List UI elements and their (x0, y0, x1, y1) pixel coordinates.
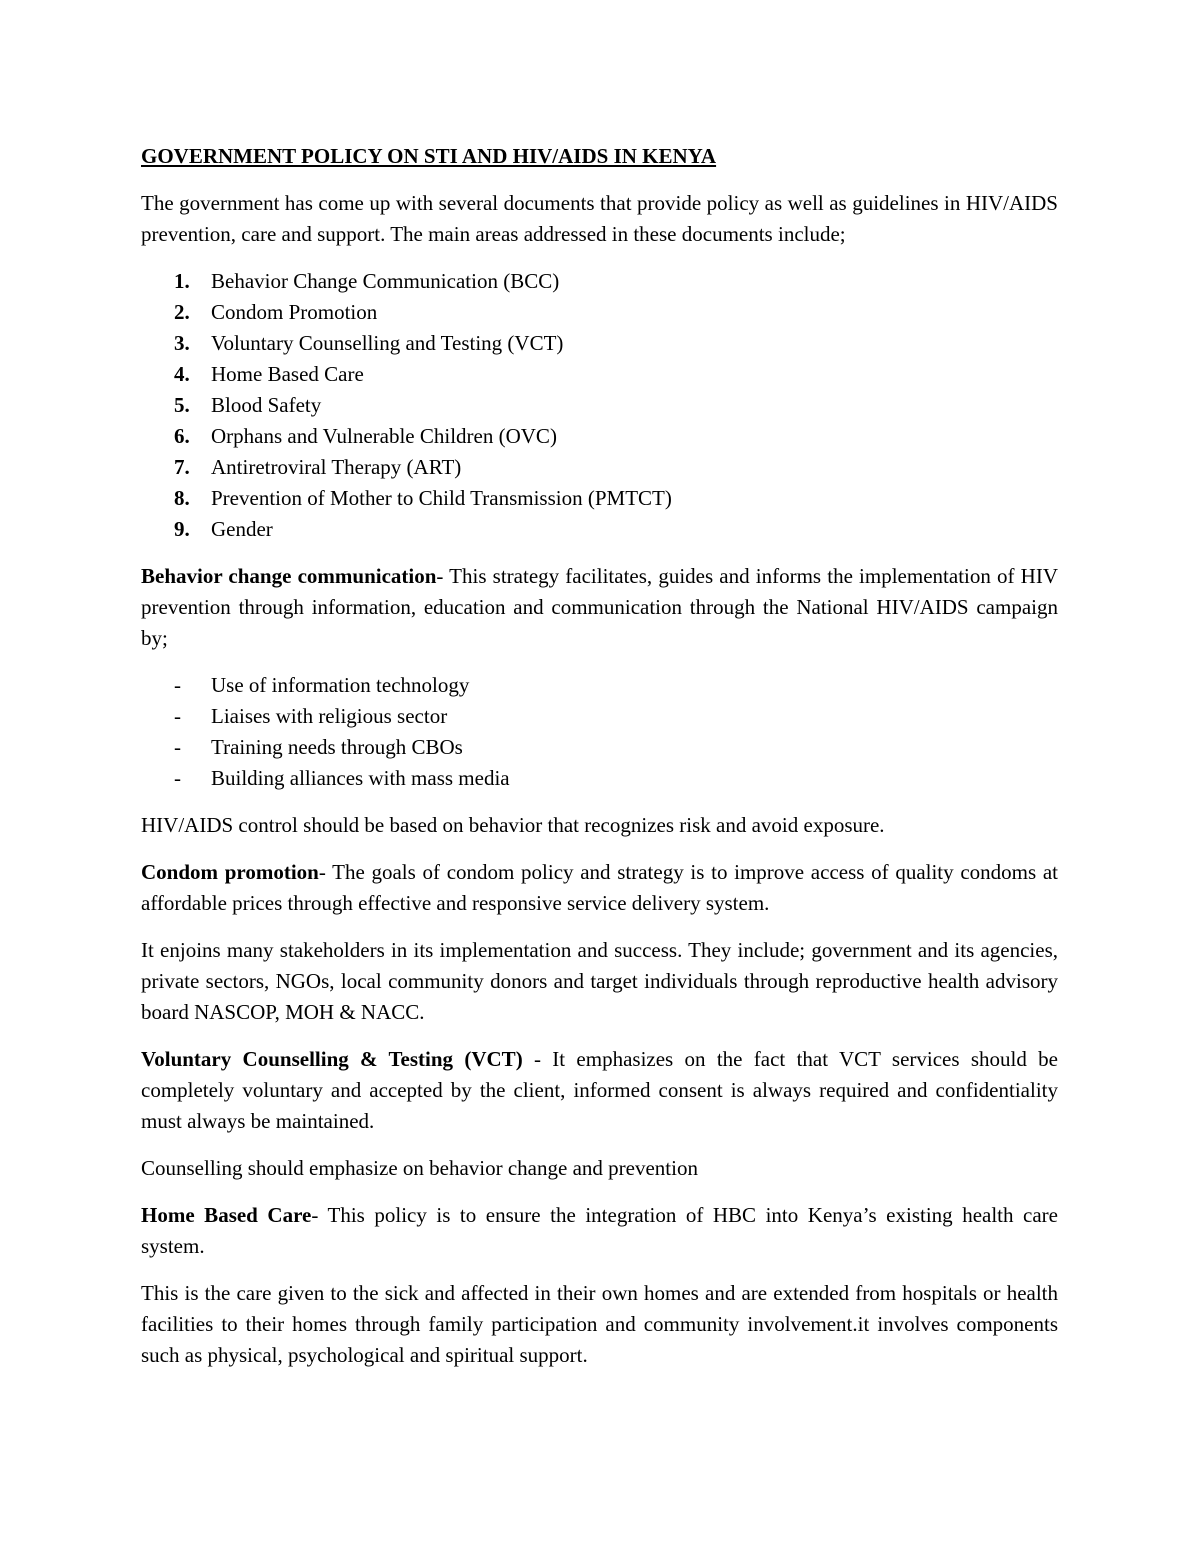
list-item-label: Building alliances with mass media (211, 766, 510, 790)
list-item (141, 328, 1058, 359)
list-item (141, 763, 1058, 794)
hbc-care-paragraph: This is the care given to the sick and affected in their own homes and are extended from hospitals or health facilities to their homes through family participation and community involvement.it involves components such as physical, psychological and spiritual support. (141, 1281, 1058, 1367)
hbc-paragraph (141, 1200, 1058, 1262)
list-item-label: Orphans and Vulnerable Children (OVC) (211, 424, 557, 448)
hbc-text: - This policy is to ensure the integration of HBC into Kenya’s existing health care system. (141, 1203, 1058, 1258)
list-item (141, 390, 1058, 421)
list-item-label: Training needs through CBOs (211, 735, 463, 759)
bcc-paragraph (141, 561, 1058, 654)
document-title: GOVERNMENT POLICY ON STI AND HIV/AIDS IN KENYA (141, 144, 717, 168)
list-item (141, 359, 1058, 390)
condom-text: - The goals of condom policy and strategy is to improve access of quality condoms at affordable prices through effective and responsive service delivery system. (141, 860, 1059, 915)
list-item (141, 452, 1058, 483)
list-number: 7. (174, 455, 190, 479)
list-item (141, 732, 1058, 763)
list-item-label: Blood Safety (211, 393, 322, 417)
document-page (141, 141, 1058, 1387)
list-item-label: Behavior Change Communication (BCC) (211, 269, 560, 293)
areas-list (141, 266, 1058, 545)
bcc-bullet-list (141, 670, 1058, 794)
list-item (141, 670, 1058, 701)
list-item (141, 701, 1058, 732)
vct-term: Voluntary Counselling & Testing (VCT) (141, 1047, 523, 1071)
condom-stakeholders-paragraph: It enjoins many stakeholders in its implementation and success. They include; government and its agencies, private sectors, NGOs, local community donors and target individuals through reproductive health advisory board NASCOP, MOH & NACC. (141, 938, 1058, 1024)
list-item (141, 421, 1058, 452)
dash-marker: - (174, 673, 181, 697)
condom-term: Condom promotion (141, 860, 319, 884)
intro-paragraph: The government has come up with several documents that provide policy as well as guidelines in HIV/AIDS prevention, care and support. The main areas addressed in these documents include; (141, 191, 1058, 246)
hbc-term: Home Based Care (141, 1203, 312, 1227)
bcc-term: Behavior change communication (141, 564, 437, 588)
list-item (141, 266, 1058, 297)
list-item-label: Antiretroviral Therapy (ART) (211, 455, 462, 479)
list-number: 3. (174, 331, 190, 355)
list-number: 6. (174, 424, 190, 448)
dash-marker: - (174, 766, 181, 790)
list-item-label: Voluntary Counselling and Testing (VCT) (211, 331, 564, 355)
list-item (141, 483, 1058, 514)
list-item-label: Use of information technology (211, 673, 470, 697)
list-number: 2. (174, 300, 190, 324)
vct-counselling-paragraph: Counselling should emphasize on behavior change and prevention (141, 1156, 698, 1180)
dash-marker: - (174, 704, 181, 728)
list-number: 8. (174, 486, 190, 510)
list-item-label: Gender (211, 517, 273, 541)
condom-paragraph (141, 857, 1058, 919)
list-item (141, 514, 1058, 545)
list-item-label: Liaises with religious sector (211, 704, 448, 728)
list-item-label: Condom Promotion (211, 300, 378, 324)
vct-paragraph (141, 1044, 1058, 1137)
dash-marker: - (174, 735, 181, 759)
list-item-label: Prevention of Mother to Child Transmission (PMTCT) (211, 486, 672, 510)
bcc-note-paragraph: HIV/AIDS control should be based on behavior that recognizes risk and avoid exposure. (141, 813, 885, 837)
list-number: 4. (174, 362, 190, 386)
list-number: 5. (174, 393, 190, 417)
list-number: 1. (174, 269, 190, 293)
list-number: 9. (174, 517, 190, 541)
list-item-label: Home Based Care (211, 362, 364, 386)
list-item (141, 297, 1058, 328)
vct-text: - It emphasizes on the fact that VCT services should be completely voluntary and accepted by the client, informed consent is always required and confidentiality must always be maintained. (141, 1047, 1058, 1133)
bcc-text: - This strategy facilitates, guides and informs the implementation of HIV prevention through information, education and communication through the National HIV/AIDS campaign by; (141, 564, 1058, 650)
